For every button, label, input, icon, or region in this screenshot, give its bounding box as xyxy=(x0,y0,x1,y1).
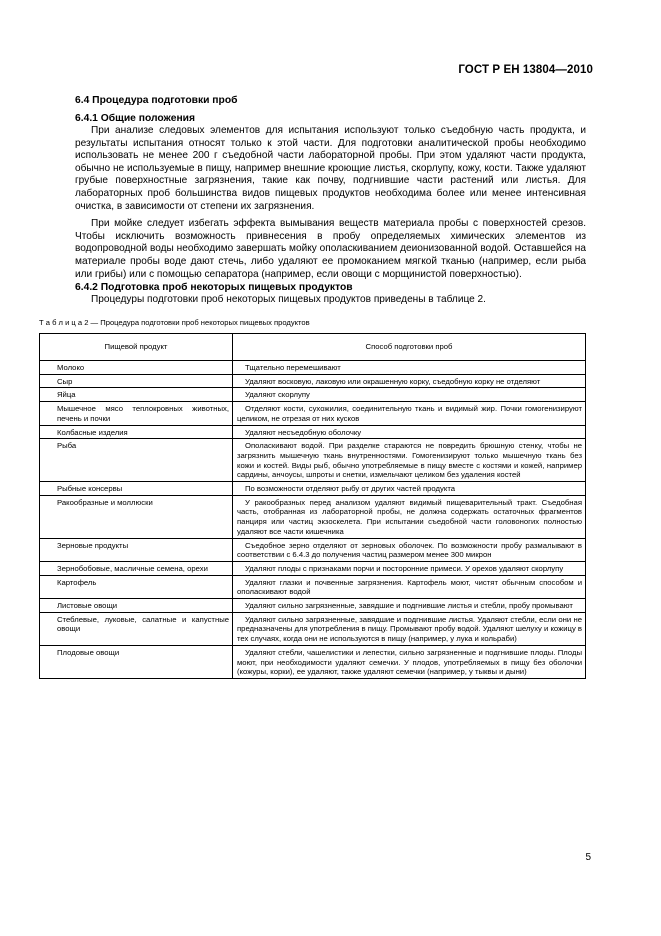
method-cell: Съедобное зерно отделяют от зерновых оболочек. По возможности пробу размалывают в соответствии с 6.4.3 до получения частиц размером менее 300 микрон xyxy=(233,538,586,561)
table-row xyxy=(40,482,586,496)
table-row xyxy=(40,495,586,538)
method-cell: Удаляют сильно загрязненные, завядшие и подгнившие листья. Удаляют стебли, если они не предназначены для употребления в пищу. Промывают пробу водой. Удаляют шелуху и кожицу в тех случаях, когда они не используются в пищу (например, у лука и кольраби) xyxy=(233,612,586,645)
table-row xyxy=(40,538,586,561)
page-number: 5 xyxy=(585,852,591,863)
product-cell: Картофель xyxy=(40,575,233,598)
table-row xyxy=(40,612,586,645)
product-cell: Мышечное мясо теплокровных животных, печень и почки xyxy=(40,402,233,425)
header-product: Пищевой продукт xyxy=(40,334,233,361)
method-cell: Удаляют стебли, чашелистики и лепестки, сильно загрязненные и подгнившие плоды. Плоды моют, при необходимости удаляют семечки. У плодов, употребляемых в пищу без оболочки (кожуры, корки), ее удаляют, также удаляют семечки (например, у тыквы и дыни) xyxy=(233,645,586,678)
method-cell: Отделяют кости, сухожилия, соединительную ткань и видимый жир. Почки гомогенизируют целиком, не отрезая от них кусков xyxy=(233,402,586,425)
product-cell: Зерновые продукты xyxy=(40,538,233,561)
table-row xyxy=(40,575,586,598)
table-row xyxy=(40,374,586,388)
product-cell: Колбасные изделия xyxy=(40,425,233,439)
method-cell: Тщательно перемешивают xyxy=(233,361,586,375)
paragraph-general-1: При анализе следовых элементов для испытания используют только съедобную часть продукта, и результаты испытания относят только к этой части. Для подготовки аналитической пробы необходимо использовать не менее 200 г съедобной части лабораторной пробы. При этом удаляют части продукта, обычно не используемые в пищу, например внешние кроющие листья, скорлупу, кожу, кости. Также удаляют грубые поверхностные загрязнения, такие как почву, подгнившие части растений или листья. Для лабораторных проб большинства видов пищевых продуктов необходима более или менее интенсивная очистка, в зависимости от степени их загрязнения. xyxy=(75,125,586,212)
method-cell: По возможности отделяют рыбу от других частей продукта xyxy=(233,482,586,496)
table-row xyxy=(40,425,586,439)
table-row xyxy=(40,388,586,402)
paragraph-table-ref: Процедуры подготовки проб некоторых пищевых продуктов приведены в таблице 2. xyxy=(91,294,486,306)
product-cell: Стеблевые, луковые, салатные и капустные овощи xyxy=(40,612,233,645)
product-cell: Рыбные консервы xyxy=(40,482,233,496)
table-row xyxy=(40,402,586,425)
product-cell: Сыр xyxy=(40,374,233,388)
table-caption: Т а б л и ц а 2 — Процедура подготовки проб некоторых пищевых продуктов xyxy=(39,318,310,327)
method-cell: Удаляют сильно загрязненные, завядшие и подгнившие листья и стебли, пробу промывают xyxy=(233,599,586,613)
paragraph-general-2: При мойке следует избегать эффекта вымывания веществ материала пробы с поверхностей срезов. Чтобы исключить возможность привнесения в пробу определяемых химических элементов из водопроводной воды необходимо завершать мойку ополаскиванием деионизованной водой. Оставшейся на материале пробы воде дают стечь, либо удаляют ее промоканием мягкой тканью (например, если рыба или грибы) или с помощью сепаратора (например, если овощи с морщинистой поверхностью). xyxy=(75,218,586,280)
table-row xyxy=(40,439,586,482)
method-cell: Ополаскивают водой. При разделке стараются не повредить брюшную стенку, чтобы не загрязнить мышечную ткань внутренностями. Гомогенизируют только мышечную ткань без кожи и костей. Виды рыб, обычно употребляемые в пищу вместе с костями и кожей, например сардины, анчоусы, шпроты и снетки, измельчают целиком без удаления костей xyxy=(233,439,586,482)
table-row xyxy=(40,361,586,375)
table-row xyxy=(40,645,586,678)
product-cell: Рыба xyxy=(40,439,233,482)
subsection-title-general: 6.4.1 Общие положения xyxy=(75,113,195,124)
method-cell: У ракообразных перед анализом удаляют видимый пищеварительный тракт. Съедобная часть, отобранная из лабораторной пробы, не должна содержать остаточных фрагментов панциря или частиц экзоскелета. При испытании съедобной части головоногих полностью удаляют все части кишечника xyxy=(233,495,586,538)
product-cell: Плодовые овощи xyxy=(40,645,233,678)
method-cell: Удаляют плоды с признаками порчи и посторонние примеси. У орехов удаляют скорлупу xyxy=(233,561,586,575)
section-content xyxy=(75,94,586,307)
procedures-table xyxy=(39,333,586,679)
product-cell: Яйца xyxy=(40,388,233,402)
product-cell: Зернобобовые, масличные семена, орехи xyxy=(40,561,233,575)
product-cell: Ракообразные и моллюски xyxy=(40,495,233,538)
product-cell: Молоко xyxy=(40,361,233,375)
section-title: 6.4 Процедура подготовки проб xyxy=(75,95,238,106)
method-cell: Удаляют скорлупу xyxy=(233,388,586,402)
method-cell: Удаляют несъедобную оболочку xyxy=(233,425,586,439)
table-row xyxy=(40,599,586,613)
table-header-row xyxy=(40,334,586,361)
method-cell: Удаляют глазки и почвенные загрязнения. Картофель моют, чистят обычным способом и ополаскивают водой xyxy=(233,575,586,598)
product-cell: Листовые овощи xyxy=(40,599,233,613)
standard-id: ГОСТ Р ЕН 13804—2010 xyxy=(458,64,593,76)
table-row xyxy=(40,561,586,575)
header-method: Способ подготовки проб xyxy=(233,334,586,361)
subsection-title-foods: 6.4.2 Подготовка проб некоторых пищевых продуктов xyxy=(75,282,353,294)
method-cell: Удаляют восковую, лаковую или окрашенную корку, съедобную корку не отделяют xyxy=(233,374,586,388)
